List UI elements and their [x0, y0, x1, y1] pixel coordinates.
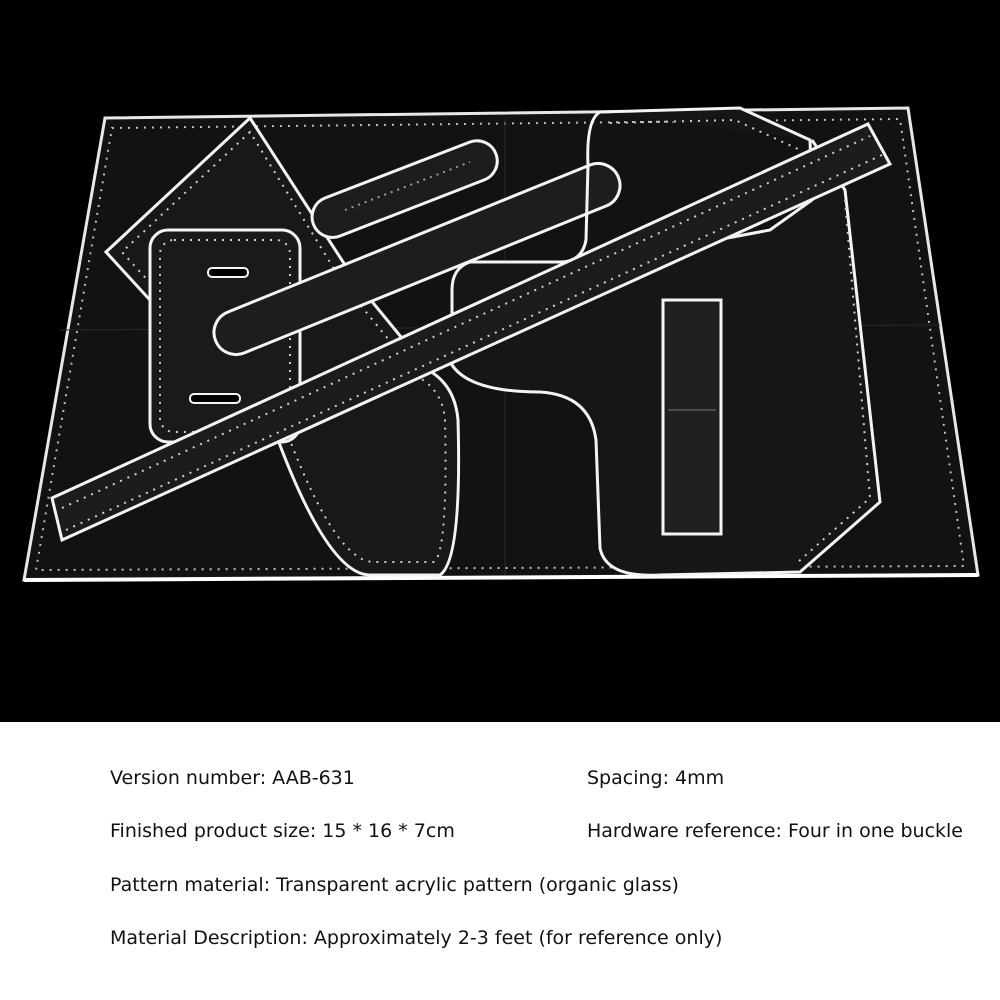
spec-hardware-label: Hardware reference:: [587, 820, 788, 842]
spec-spacing: [587, 766, 724, 790]
spec-version-value: AAB-631: [272, 767, 355, 789]
spec-list: [0, 722, 1000, 1000]
spec-hardware: [587, 819, 963, 843]
spec-version: [110, 766, 355, 790]
spec-size-label: Finished product size:: [110, 820, 323, 842]
spec-material: [110, 873, 679, 897]
spec-description: [110, 926, 722, 950]
spec-spacing-value: 4mm: [675, 767, 725, 789]
spec-description-label: Material Description:: [110, 927, 314, 949]
spec-description-value: Approximately 2-3 feet (for reference only): [313, 927, 723, 949]
spec-spacing-label: Spacing:: [587, 767, 676, 789]
small-rectangle-piece: [663, 300, 721, 534]
spec-size: [110, 819, 455, 843]
spec-material-value: Transparent acrylic pattern (organic glass): [276, 874, 679, 896]
spec-size-value: 15 * 16 * 7cm: [322, 820, 455, 842]
spec-material-label: Pattern material:: [110, 874, 277, 896]
spec-version-label: Version number:: [110, 767, 273, 789]
spec-hardware-value: Four in one buckle: [787, 820, 963, 842]
